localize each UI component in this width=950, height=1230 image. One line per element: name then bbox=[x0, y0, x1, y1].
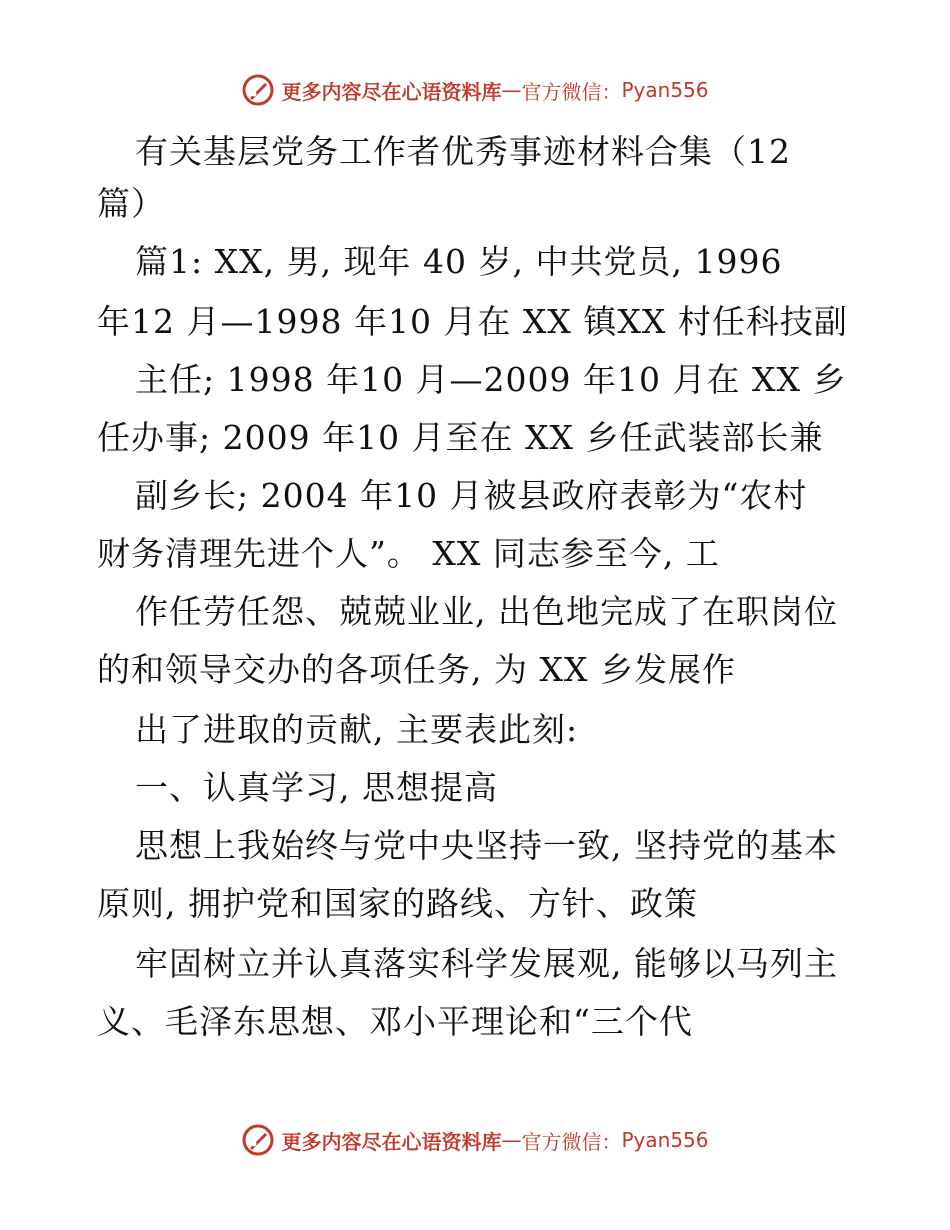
watermark-header bbox=[0, 70, 950, 110]
section-heading: 一、认真学习, 思想提高 bbox=[135, 768, 498, 807]
watermark-footer bbox=[0, 1120, 950, 1160]
doc-line: 财务清理先进个人”。 XX 同志参至今, 工 bbox=[97, 534, 720, 573]
watermark-dash: — bbox=[501, 78, 522, 102]
watermark-wechat-label: 官方微信： bbox=[521, 79, 622, 104]
doc-line: 义、毛泽东思想、邓小平理论和“三个代 bbox=[97, 1002, 693, 1041]
doc-line: 任办事; 2009 年10 月至在 XX 乡任武装部长兼 bbox=[97, 418, 824, 457]
quill-logo-icon bbox=[241, 73, 275, 107]
watermark-dash: — bbox=[501, 1128, 522, 1152]
watermark-text: 更多内容尽在心语资料库 bbox=[281, 1129, 502, 1154]
doc-title-line-2: 篇） bbox=[97, 184, 165, 223]
watermark-wechat-id: Pyan556 bbox=[621, 1128, 709, 1152]
doc-line: 年12 月—1998 年10 月在 XX 镇XX 村任科技副 bbox=[97, 302, 848, 341]
watermark-wechat-id: Pyan556 bbox=[621, 78, 709, 102]
doc-line: 主任; 1998 年10 月—2009 年10 月在 XX 乡 bbox=[135, 360, 847, 399]
doc-line: 的和领导交办的各项任务, 为 XX 乡发展作 bbox=[97, 650, 736, 689]
doc-line: 牢固树立并认真落实科学发展观, 能够以马列主 bbox=[135, 944, 838, 983]
doc-line: 作任劳任怨、兢兢业业, 出色地完成了在职岗位 bbox=[135, 592, 838, 631]
quill-logo-icon bbox=[241, 1123, 275, 1157]
watermark-text: 更多内容尽在心语资料库 bbox=[281, 79, 502, 104]
doc-title-line-1: 有关基层党务工作者优秀事迹材料合集（12 bbox=[135, 132, 791, 171]
doc-line: 出了进取的贡献, 主要表此刻: bbox=[135, 710, 579, 749]
doc-line: 副乡长; 2004 年10 月被县政府表彰为“农村 bbox=[135, 476, 808, 515]
doc-line: 篇1: XX, 男, 现年 40 岁, 中共党员, 1996 bbox=[135, 242, 783, 281]
doc-line: 原则, 拥护党和国家的路线、方针、政策 bbox=[97, 884, 698, 923]
watermark-wechat-label: 官方微信： bbox=[521, 1129, 622, 1154]
doc-line: 思想上我始终与党中央坚持一致, 坚持党的基本 bbox=[135, 826, 838, 865]
